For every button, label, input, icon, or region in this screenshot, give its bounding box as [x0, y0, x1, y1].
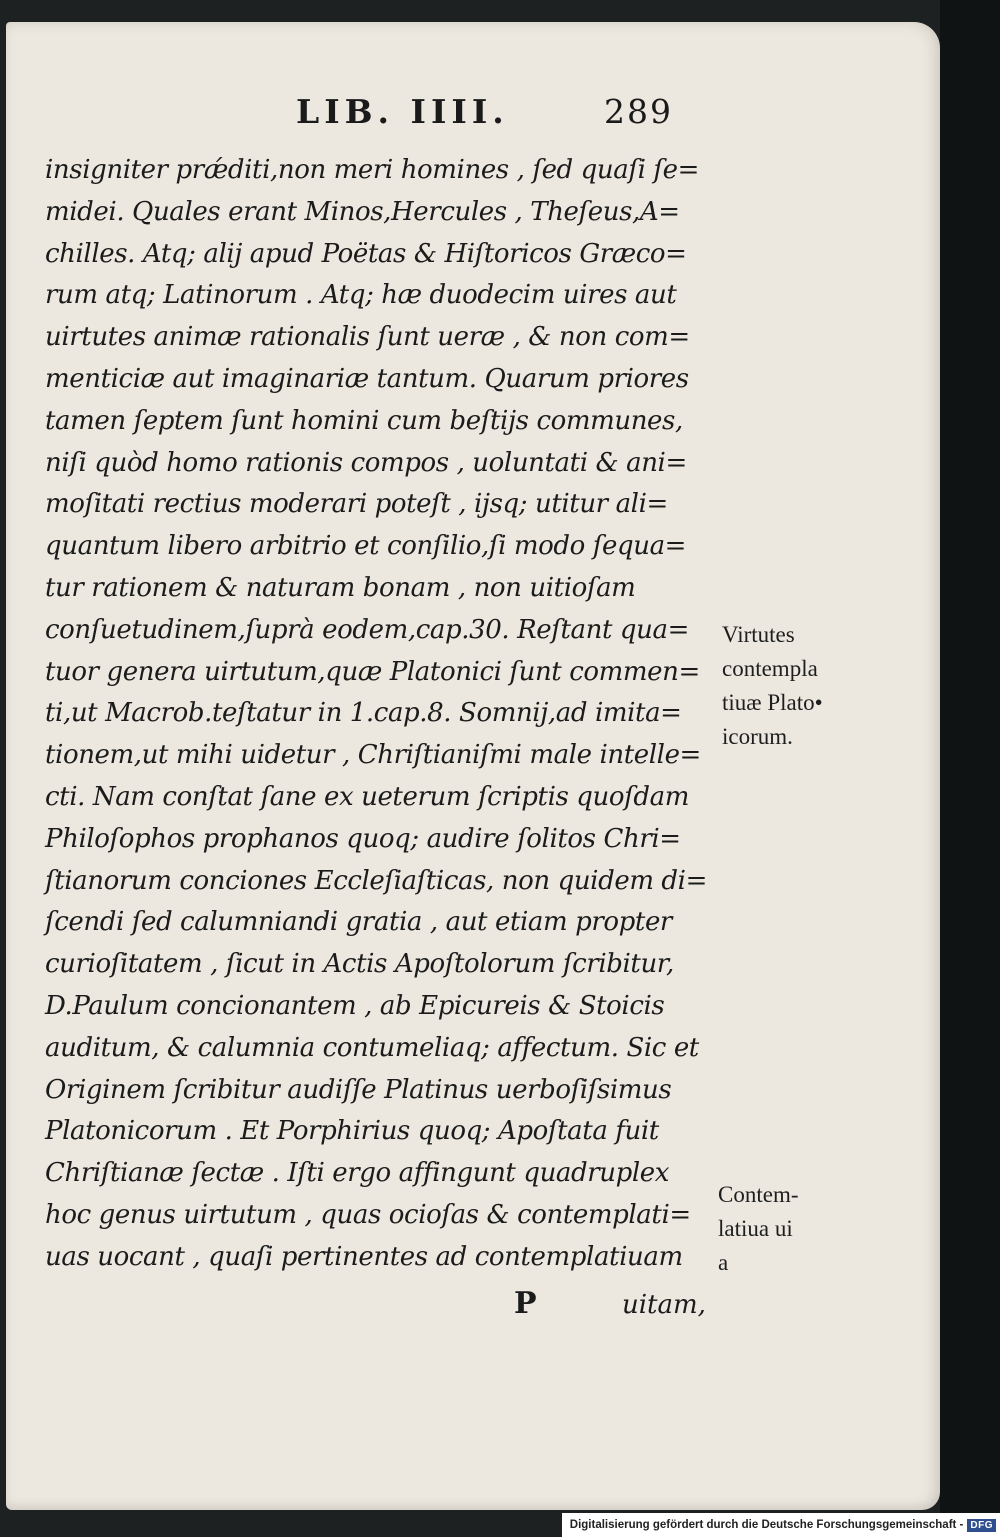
text-line: D.Paulum concionantem , ab Epicureis & Stoicis — [45, 990, 665, 1021]
margin-note-line: tiuæ Plato• — [722, 690, 823, 715]
text-line: Platonicorum . Et Porphirius quoq; Apoſtata fuit — [45, 1116, 659, 1147]
main-text-block — [45, 150, 725, 1279]
text-line: menticiæ aut imaginariæ tantum. Quarum priores — [45, 363, 689, 394]
text-line: tamen ſeptem ſunt homini cum beſtijs communes, — [45, 405, 683, 436]
text-line: curioſitatem , ſicut in Actis Apoſtolorum ſcribitur, — [45, 949, 674, 980]
text-line: chilles. Atq; alij apud Poëtas & Hiſtoricos Græco= — [45, 238, 687, 269]
text-line: uas uocant , quaſi pertinentes ad contemplatiuam — [45, 1241, 683, 1272]
margin-note-line: latiua ui — [718, 1216, 793, 1241]
credit-text: Digitalisierung gefördert durch die Deutsche Forschungsgemeinschaft - — [569, 1519, 964, 1531]
text-line: tionem,ut mihi uidetur , Chriſtianiſmi male intelle= — [45, 740, 701, 771]
text-line: Originem ſcribitur audiſſe Platinus uerboſiſsimus — [45, 1074, 672, 1105]
margin-note-line: contempla — [722, 656, 818, 681]
margin-note-line: a — [718, 1250, 729, 1275]
dfg-logo-icon: DFG — [967, 1519, 996, 1532]
text-line: midei. Quales erant Minos,Hercules , Theſeus,A= — [45, 196, 680, 227]
text-line: ſtianorum conciones Eccleſiaſticas, non quidem di= — [45, 865, 707, 896]
text-line: hoc genus uirtutum , quas ocioſas & contemplati= — [45, 1199, 691, 1230]
catchword: uitam, — [622, 1290, 706, 1320]
margin-note-virtutes-contemplatiuae — [722, 618, 862, 754]
margin-note-line: Virtutes — [722, 622, 795, 647]
text-line: Chriſtianæ ſectæ . Iſti ergo affingunt quadruplex — [45, 1158, 670, 1189]
text-line: rum atq; Latinorum . Atq; hæ duodecim uires aut — [45, 280, 677, 311]
page-footer-marks — [0, 1286, 1000, 1332]
text-line: conſuetudinem,ſuprà eodem,cap.30. Reſtant qua= — [45, 614, 689, 645]
text-line: tur rationem & naturam bonam , non uitioſam — [45, 572, 636, 603]
text-line: moſitati rectius moderari poteſt , ijsq; utitur ali= — [45, 489, 668, 520]
text-line: niſi quòd homo rationis compos , uoluntati & ani= — [45, 447, 687, 478]
text-line: uirtutes animæ rationalis ſunt ueræ , & non com= — [45, 322, 690, 353]
page-header — [0, 82, 1000, 142]
text-line: ti,ut Macrob.teſtatur in 1.cap.8. Somnij,ad imita= — [45, 698, 682, 729]
margin-note-contemplatiua-uita — [718, 1178, 858, 1280]
margin-note-line: Contem- — [718, 1182, 799, 1207]
running-title: LIB. IIII. — [296, 92, 509, 131]
text-line: cti. Nam conſtat ſane ex ueterum ſcriptis quoſdam — [45, 781, 689, 812]
digitization-credit-banner — [562, 1513, 1000, 1537]
margin-note-line: icorum. — [722, 724, 793, 749]
text-line: ſcendi ſed calumniandi gratia , aut etiam propter — [45, 907, 672, 938]
text-line: tuor genera uirtutum,quæ Platonici ſunt commen= — [45, 656, 700, 687]
text-line: Philoſophos prophanos quoq; audire ſolitos Chri= — [45, 823, 681, 854]
page-number: 289 — [604, 92, 673, 131]
text-line: insigniter prǽditi,non meri homines , ſed quaſi ſe= — [45, 155, 699, 185]
text-line: quantum libero arbitrio et conſilio,ſi modo ſequa= — [45, 531, 687, 562]
text-line: auditum, & calumnia contumeliaq; affectum. Sic et — [45, 1032, 699, 1063]
signature-mark: P — [514, 1286, 537, 1321]
